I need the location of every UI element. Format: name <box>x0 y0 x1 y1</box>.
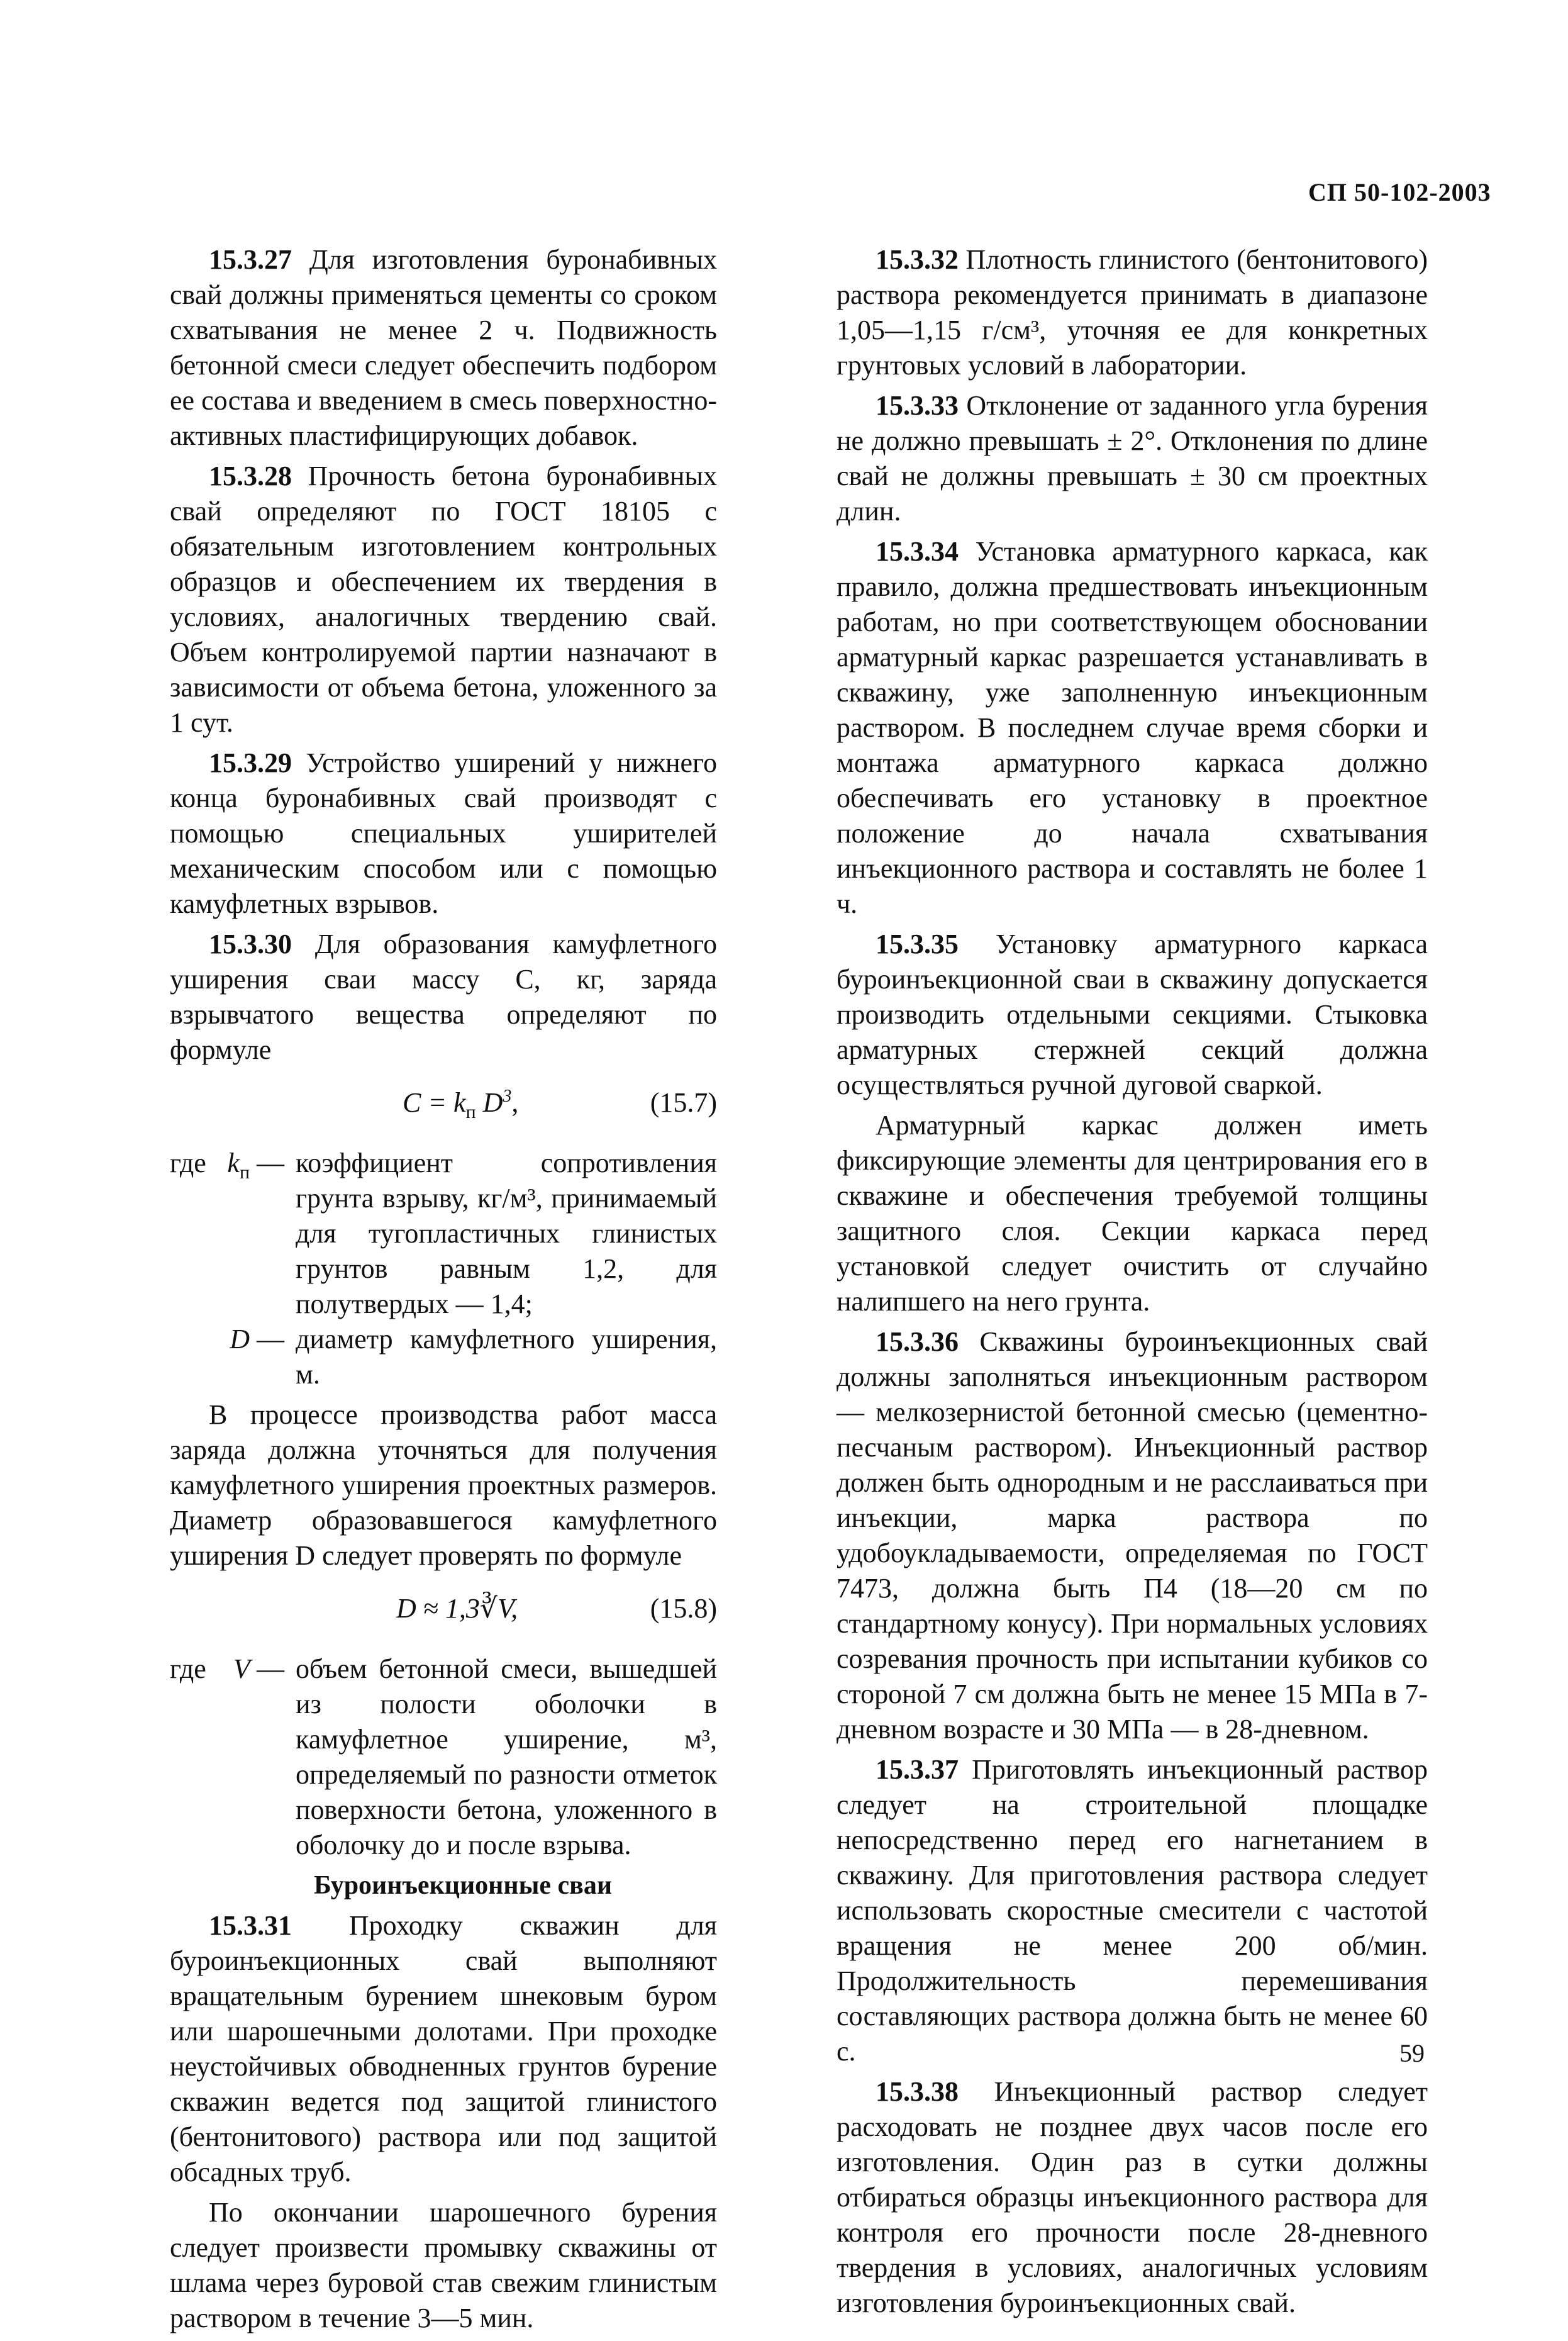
clause-number: 15.3.30 <box>209 929 292 959</box>
paragraph-flushing: По окончании шарошечного бурения следует произвести промывку скважины от шлама через буровой став свежим глинистым раствором в течение 3—5 мин. <box>170 2197 717 2333</box>
where-symbol: D — <box>230 1324 284 1355</box>
formula-exponent: 3 <box>503 1087 512 1106</box>
clause-text: Инъекционный раствор следует расходовать не позднее двух часов после его изготовления. Один раз в сутки должны отбираться образцы инъекционного раствора для контроля его прочности после 28-дневного твердения в условиях, аналогичных условиям изготовления буроинъекционных свай. <box>837 2076 1428 2318</box>
formula-rhs: D <box>475 1087 503 1118</box>
paragraph-15-3-27 <box>170 242 717 454</box>
paragraph-15-3-29 <box>170 746 717 922</box>
section-subtitle: Буроинъекционные сваи <box>313 1871 613 1900</box>
where-block-1 <box>170 1146 717 1392</box>
clause-text: Проходку скважин для буроинъекционных свай выполняют вращательным бурением шнековым буром или шарошечными долотами. При проходке неустойчивых обводненных грунтов бурение скважин ведется под защитой глинистого (бентонитового) раствора или под защитой обсадных труб. <box>170 1910 718 2187</box>
clause-number: 15.3.29 <box>209 747 292 778</box>
where-symbol: V — <box>233 1653 284 1684</box>
clause-number: 15.3.28 <box>209 461 292 491</box>
page-number: 59 <box>1399 2039 1425 2067</box>
clause-number: 15.3.34 <box>876 536 959 567</box>
clause-text: Прочность бетона буронабивных свай определяют по ГОСТ 18105 с обязательным изготовлением контрольных образцов и обеспечением их твердения в условиях, аналогичных твердению свай. Объем контролируемой партии назначают в зависимости от объема бетона, уложенного за 1 сут. <box>170 461 717 738</box>
paragraph-15-3-32 <box>837 242 1428 383</box>
clause-number: 15.3.32 <box>876 244 959 275</box>
paragraph-15-3-31 <box>170 1908 717 2190</box>
where-word <box>170 1322 226 1392</box>
clause-text: Отклонение от заданного угла бурения не должно превышать ± 2°. Отклонения по длине свай не должны превышать ± 30 см проектных длин. <box>837 390 1428 527</box>
formula-lhs: C = k <box>403 1087 466 1118</box>
clause-number: 15.3.37 <box>876 1754 959 1785</box>
clause-text: Установка арматурного каркаса, как правило, должна предшествовать инъекционным работам, но при соответствующем обосновании арматурный каркас разрешается устанавливать в скважину, уже заполненную инъекционным раствором. В последнем случае время сборки и монтажа арматурного каркаса должно обеспечивать его установку в проектное положение до начала схватывания инъекционного раствора и составлять не более 1 ч. <box>837 536 1428 919</box>
paragraph-cage-fixing: Арматурный каркас должен иметь фиксирующие элементы для центрирования его в скважине и обеспечения требуемой толщины защитного слоя. Секции каркаса перед установкой следует очистить от случайно налипшего на него грунта. <box>837 1110 1428 1317</box>
formula-15-7 <box>170 1085 717 1129</box>
clause-number: 15.3.36 <box>876 1326 959 1357</box>
clause-number: 15.3.38 <box>876 2076 959 2107</box>
formula-expression: D ≈ 1,3∛V, <box>396 1593 518 1624</box>
equation-number: (15.7) <box>650 1087 717 1118</box>
where-symbol: $k_п$ — <box>227 1148 284 1183</box>
clause-text: Скважины буроинъекционных свай должны заполняться инъекционным раствором — мелкозернистой бетонной смесью (цементно-песчаным раствором). Инъекционный раствор должен быть однородным и не расслаиваться при инъекции, марка раствора по удобоукладываемости, определяемая по ГОСТ 7473, должна быть П4 (18—20 см по стандартному конусу). При нормальных условиях созревания прочность при испытании кубиков со стороной 7 см должна быть не менее 15 МПа в 7-дневном возрасте и 30 МПа — в 28-дневном. <box>837 1326 1428 1745</box>
clause-text: Устройство уширений у нижнего конца буронабивных свай производят с помощью специальных уширителей механическим способом или с помощью камуфлетных взрывов. <box>170 747 717 919</box>
clause-text: Плотность глинистого (бентонитового) раствора рекомендуется принимать в диапазоне 1,05—1,15 г/см³, уточняя ее для конкретных грунтовых условий в лаборатории. <box>837 244 1428 381</box>
paragraph-15-3-35 <box>837 927 1428 1103</box>
clause-text: Установку арматурного каркаса буроинъекционной сваи в скважину допускается производить отдельными секциями. Стыковка арматурных стержней секций должна осуществляться ручной дуговой сваркой. <box>837 929 1428 1100</box>
equation-number: (15.8) <box>650 1593 717 1624</box>
paragraph-15-3-33 <box>837 388 1428 529</box>
document-code-header: СП 50-102-2003 <box>1308 178 1491 206</box>
where-word: где <box>170 1148 206 1178</box>
clause-number: 15.3.31 <box>209 1910 292 1941</box>
paragraph-15-3-30 <box>170 927 717 1068</box>
clause-text: Приготовлять инъекционный раствор следует на строительной площадке непосредственно перед его нагнетанием в скважину. Для приготовления раствора следует использовать скоростные смесители с частотой вращения не менее 200 об/мин. Продолжительность перемешивания составляющих раствора должна быть не менее 60 с. <box>837 1754 1428 2067</box>
paragraph-diameter-check: В процессе производства работ масса заряда должна уточняться для получения камуфлетного уширения проектных размеров. Диаметр образовавшегося камуфлетного уширения D следует проверять по формуле <box>170 1399 717 1571</box>
clause-text: Для образования камуфлетного уширения сваи массу C, кг, заряда взрывчатого вещества определяют по формуле <box>170 929 718 1065</box>
clause-number: 15.3.27 <box>209 244 292 275</box>
paragraph-15-3-37 <box>837 1752 1428 2069</box>
formula-subscript: п <box>465 1102 476 1122</box>
formula-15-8 <box>170 1591 717 1635</box>
where-definition: диаметр камуфлетного уширения, м. <box>296 1324 717 1390</box>
paragraph-15-3-28 <box>170 459 717 740</box>
where-definition: коэффициент сопротивления грунта взрыву, кг/м³, принимаемый для тугопластичных глинистых грунтов равным 1,2, для полутвердых — 1,4; <box>296 1148 717 1319</box>
paragraph-15-3-34 <box>837 534 1428 922</box>
where-word: где <box>170 1653 206 1684</box>
paragraph-15-3-36 <box>837 1324 1428 1747</box>
formula-expression <box>403 1085 518 1124</box>
clause-text: Для изготовления буронабивных свай должны применяться цементы со сроком схватывания не менее 2 ч. Подвижность бетонной смеси следует обеспечить подбором ее состава и введением в смесь поверхностно-активных пластифицирующих добавок. <box>170 244 718 451</box>
clause-number: 15.3.33 <box>876 390 959 421</box>
clause-number: 15.3.35 <box>876 929 959 959</box>
paragraph-15-3-38 <box>837 2074 1428 2321</box>
where-definition: объем бетонной смеси, вышедшей из полости оболочки в камуфлетное уширение, м³, определяемый по разности отметок поверхности бетона, уложенного в оболочку до и после взрыва. <box>296 1653 717 1860</box>
where-block-2 <box>170 1651 717 1863</box>
right-column <box>837 242 1428 2326</box>
formula-tail: , <box>511 1087 519 1118</box>
left-column <box>170 242 717 2341</box>
